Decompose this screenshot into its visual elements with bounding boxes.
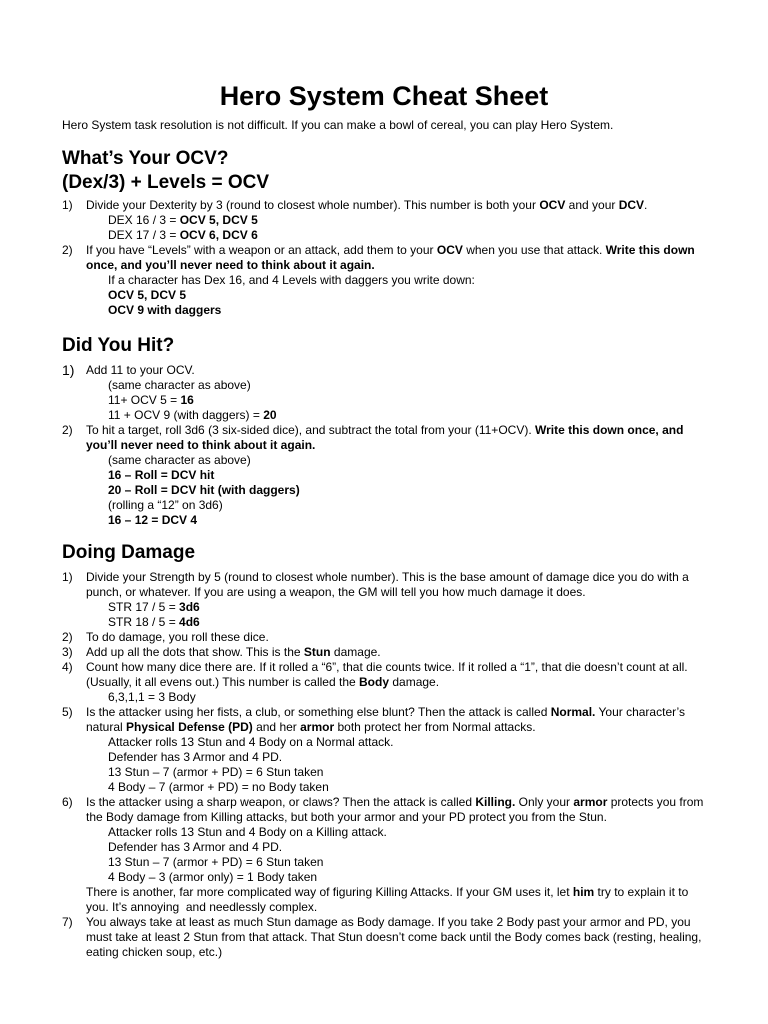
list-text: . bbox=[644, 198, 648, 212]
example-line bbox=[62, 393, 712, 408]
list-number: 2) bbox=[62, 243, 73, 257]
bold-text: Body bbox=[359, 675, 390, 689]
bold-text: Write this down once, and you’ll never need to think about it again. bbox=[86, 243, 695, 272]
list-item bbox=[62, 630, 712, 645]
example-line: 6,3,1,1 = 3 Body bbox=[108, 690, 196, 704]
example-line: 13 Stun – 7 (armor + PD) = 6 Stun taken bbox=[108, 765, 324, 779]
example-line bbox=[62, 228, 712, 243]
bold-text: 20 – Roll = DCV hit (with daggers) bbox=[108, 483, 300, 497]
example-line bbox=[62, 513, 712, 528]
bold-text: OCV 9 with daggers bbox=[108, 303, 222, 317]
list-number: 7) bbox=[62, 915, 73, 929]
list-number: 1) bbox=[62, 198, 73, 212]
bold-text: 16 – 12 = DCV 4 bbox=[108, 513, 198, 527]
example-text: DEX 17 / 3 = bbox=[108, 228, 180, 242]
list-text: You always take at least as much Stun damage as Body damage. If you take 2 Body past your armor and PD, you must take at least 2 Stun from that attack. That Stun doesn’t come back until the Body comes back (resting, healing, eating chicken soup, etc.) bbox=[86, 915, 702, 959]
example-line bbox=[62, 468, 712, 483]
list-number: 2) bbox=[62, 423, 73, 437]
list-item bbox=[62, 570, 712, 600]
list-item bbox=[62, 423, 712, 453]
bold-text: Normal. bbox=[550, 705, 596, 719]
list-number: 2) bbox=[62, 630, 73, 644]
list-text: To hit a target, roll 3d6 (3 six-sided dice), and subtract the total from your (11+OCV). bbox=[86, 423, 535, 437]
list-item bbox=[62, 660, 712, 690]
list-number: 6) bbox=[62, 795, 73, 809]
example-line bbox=[62, 615, 712, 630]
section-damage bbox=[62, 541, 712, 960]
section-ocv bbox=[62, 147, 712, 318]
section-heading-ocv: What’s Your OCV? bbox=[62, 148, 229, 169]
list-text: Add up all the dots that show. This is the bbox=[86, 645, 304, 659]
section-heading-damage: Doing Damage bbox=[62, 542, 196, 563]
list-text: Your character’s natural bbox=[86, 705, 689, 734]
page-title: Hero System Cheat Sheet bbox=[219, 81, 549, 111]
list-number: 1) bbox=[62, 570, 73, 584]
section-hit bbox=[62, 334, 712, 528]
example-line bbox=[62, 600, 712, 615]
bold-text: OCV bbox=[436, 243, 463, 257]
list-text: Only your bbox=[515, 795, 574, 809]
list-text: Divide your Strength by 5 (round to closest whole number). This is the base amount of damage dice you do with a punch, or whatever. If you are using a weapon, the GM will tell you how much damage it does. bbox=[86, 570, 689, 599]
list-text: If you have “Levels” with a weapon or an attack, add them to your bbox=[86, 243, 437, 257]
note-text: try to explain it to you. It’s annoying and needlessly complex. bbox=[86, 885, 692, 914]
list-text: when you use that attack. bbox=[462, 243, 606, 257]
bold-text: Stun bbox=[303, 645, 331, 659]
example-line: Attacker rolls 13 Stun and 4 Body on a Killing attack. bbox=[108, 825, 387, 839]
bold-text: him bbox=[572, 885, 595, 899]
bold-text: 3d6 bbox=[179, 600, 200, 614]
intro-text: Hero System task resolution is not difficult. If you can make a bowl of cereal, you can play Hero System. bbox=[62, 118, 614, 132]
list-text: To do damage, you roll these dice. bbox=[86, 630, 269, 644]
example-line: Defender has 3 Armor and 4 PD. bbox=[108, 750, 283, 764]
list-item bbox=[62, 363, 712, 378]
bold-text: 20 bbox=[263, 408, 277, 422]
example-text: STR 18 / 5 = bbox=[108, 615, 180, 629]
bold-text: 4d6 bbox=[179, 615, 200, 629]
bold-text: OCV bbox=[539, 198, 566, 212]
list-item bbox=[62, 795, 712, 825]
list-text: and your bbox=[565, 198, 619, 212]
list-item bbox=[62, 243, 712, 273]
list-text: Is the attacker using her fists, a club, or something else blunt? Then the attack is called bbox=[86, 705, 551, 719]
bold-text: armor bbox=[300, 720, 335, 734]
list-number: 3) bbox=[62, 645, 73, 659]
example-line: Attacker rolls 13 Stun and 4 Body on a Normal attack. bbox=[108, 735, 394, 749]
bold-text: armor bbox=[573, 795, 608, 809]
example-text: 11 + OCV 9 (with daggers) = bbox=[108, 408, 264, 422]
section-heading-hit: Did You Hit? bbox=[62, 335, 175, 356]
list-text: damage. bbox=[389, 675, 440, 689]
list-text: damage. bbox=[330, 645, 381, 659]
example-line: 4 Body – 7 (armor + PD) = no Body taken bbox=[108, 780, 329, 794]
list-text: both protect her from Normal attacks. bbox=[334, 720, 536, 734]
list-number: 1) bbox=[62, 362, 75, 378]
list-text: protects you from the Body damage from Killing attacks, but both your armor and your PD protect you from the Stun. bbox=[86, 795, 707, 824]
list-text: Divide your Dexterity by 3 (round to closest whole number). This number is both your bbox=[86, 198, 540, 212]
bold-text: OCV 5, DCV 5 bbox=[108, 288, 187, 302]
example-line: (same character as above) bbox=[108, 378, 251, 392]
list-text: Add 11 to your OCV. bbox=[86, 363, 195, 377]
example-line: (rolling a “12” on 3d6) bbox=[108, 498, 223, 512]
example-line bbox=[62, 408, 712, 423]
bold-text: Physical Defense (PD) bbox=[126, 720, 253, 734]
bold-text: Write this down once, and you’ll never need to think about it again. bbox=[86, 423, 684, 452]
example-line: Defender has 3 Armor and 4 PD. bbox=[108, 840, 283, 854]
example-text: STR 17 / 5 = bbox=[108, 600, 180, 614]
example-line: 13 Stun – 7 (armor + PD) = 6 Stun taken bbox=[108, 855, 324, 869]
bold-text: Killing. bbox=[475, 795, 516, 809]
note-text: There is another, far more complicated way of figuring Killing Attacks. If your GM uses it, let bbox=[86, 885, 573, 899]
example-line bbox=[62, 288, 712, 303]
list-text: Is the attacker using a sharp weapon, or claws? Then the attack is called bbox=[86, 795, 476, 809]
bold-text: DCV bbox=[618, 198, 645, 212]
example-line bbox=[62, 303, 712, 318]
bold-text: OCV 6, DCV 6 bbox=[179, 228, 258, 242]
example-text: 11+ OCV 5 = bbox=[108, 393, 181, 407]
example-line: If a character has Dex 16, and 4 Levels with daggers you write down: bbox=[108, 273, 475, 287]
example-line: (same character as above) bbox=[108, 453, 251, 467]
example-line: 4 Body – 3 (armor only) = 1 Body taken bbox=[108, 870, 318, 884]
list-text: and her bbox=[252, 720, 301, 734]
list-item bbox=[62, 198, 712, 213]
bold-text: OCV 5, DCV 5 bbox=[179, 213, 258, 227]
list-item bbox=[62, 915, 712, 960]
bold-text: 16 – Roll = DCV hit bbox=[108, 468, 215, 482]
list-item bbox=[62, 645, 712, 660]
list-item bbox=[62, 705, 712, 735]
section-subheading-ocv-formula: (Dex/3) + Levels = OCV bbox=[62, 172, 269, 193]
example-line bbox=[62, 483, 712, 498]
bold-text: 16 bbox=[180, 393, 194, 407]
example-text: DEX 16 / 3 = bbox=[108, 213, 180, 227]
list-number: 4) bbox=[62, 660, 73, 674]
list-text: Count how many dice there are. If it rolled a “6”, that die counts twice. If it rolled a “1”, that die doesn’t count at all. (Usually, it all evens out.) This number is called the bbox=[86, 660, 691, 689]
example-line bbox=[62, 213, 712, 228]
note-paragraph bbox=[62, 885, 712, 915]
list-number: 5) bbox=[62, 705, 73, 719]
